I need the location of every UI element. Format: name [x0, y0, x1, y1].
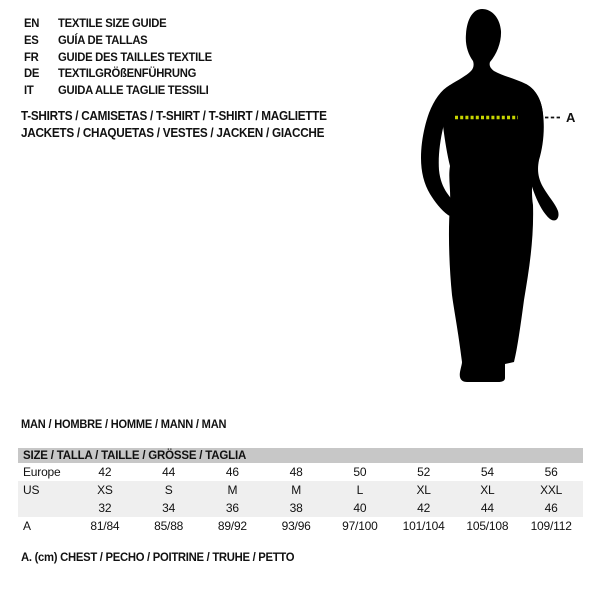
language-row-es [24, 32, 222, 49]
category-tshirts: T-SHIRTS / CAMISETAS / T-SHIRT / T-SHIRT / MAGLIETTE [21, 109, 327, 123]
language-list [24, 15, 222, 98]
language-code: FR [24, 49, 39, 64]
size-cell: 85/88 [154, 519, 184, 533]
size-cell: 105/108 [466, 519, 509, 533]
size-cell: 38 [289, 501, 303, 515]
size-cell: 32 [98, 501, 112, 515]
size-cell: 56 [544, 465, 558, 479]
size-table [18, 448, 583, 535]
size-cell: 97/100 [342, 519, 378, 533]
size-cell: M [227, 483, 238, 497]
language-title: TEXTILE SIZE GUIDE [58, 16, 167, 31]
language-title: GUÍA DE TALLAS [58, 33, 148, 48]
category-jackets: JACKETS / CHAQUETAS / VESTES / JACKEN / GIACCHE [21, 126, 325, 140]
row-label: Europe [23, 465, 61, 479]
size-cell: 101/104 [402, 519, 445, 533]
size-cell: 34 [162, 501, 176, 515]
size-cell: 50 [353, 465, 367, 479]
row-label: US [23, 483, 40, 497]
language-row-fr [24, 48, 222, 65]
size-cell: XL [416, 483, 431, 497]
section-title-man: MAN / HOMBRE / HOMME / MANN / MAN [21, 419, 227, 431]
size-cell: M [291, 483, 302, 497]
size-cell: 42 [417, 501, 431, 515]
language-title: GUIDA ALLE TAGLIE TESSILI [58, 83, 209, 98]
measure-footnote: A. (cm) CHEST / PECHO / POITRINE / TRUHE / PETTO [21, 550, 295, 564]
language-code: ES [24, 33, 39, 48]
size-cell: 109/112 [530, 519, 572, 533]
language-code: IT [24, 83, 34, 98]
size-cell: 44 [480, 501, 494, 515]
man-silhouette-figure [405, 0, 580, 400]
size-cell: 46 [225, 465, 239, 479]
size-cell: 81/84 [90, 519, 120, 533]
table-row-us-letters [18, 481, 583, 499]
size-cell: XL [480, 483, 495, 497]
size-cell: 93/96 [281, 519, 311, 533]
language-title: TEXTILGRÖßENFÜHRUNG [58, 66, 197, 81]
language-title: GUIDE DES TAILLES TEXTILE [58, 49, 212, 64]
size-cell: 52 [417, 465, 431, 479]
garment-categories [21, 108, 346, 142]
language-row-de [24, 65, 222, 82]
man-silhouette-svg [405, 0, 580, 400]
language-code: EN [24, 16, 40, 31]
size-cell: L [356, 483, 364, 497]
language-row-it [24, 82, 222, 99]
size-cell: 48 [289, 465, 303, 479]
size-table-header: SIZE / TALLA / TAILLE / GRÖSSE / TAGLIA [18, 448, 583, 463]
measure-label-a: A [566, 110, 576, 125]
size-cell: 89/92 [217, 519, 247, 533]
size-cell: 44 [162, 465, 176, 479]
size-cell: 40 [353, 501, 367, 515]
size-cell: 42 [98, 465, 112, 479]
size-cell: XXL [540, 483, 563, 497]
table-row-us-numbers [18, 499, 583, 517]
body-silhouette [441, 9, 543, 382]
row-label: A [23, 519, 31, 533]
language-row-en [24, 15, 222, 32]
size-cell: 54 [480, 465, 494, 479]
table-row-chest-cm [18, 517, 583, 535]
table-row-europe [18, 463, 583, 481]
size-cell: 36 [225, 501, 239, 515]
size-cell: 46 [544, 501, 558, 515]
language-code: DE [24, 66, 40, 81]
size-cell: XS [97, 483, 113, 497]
size-cell: S [164, 483, 173, 497]
